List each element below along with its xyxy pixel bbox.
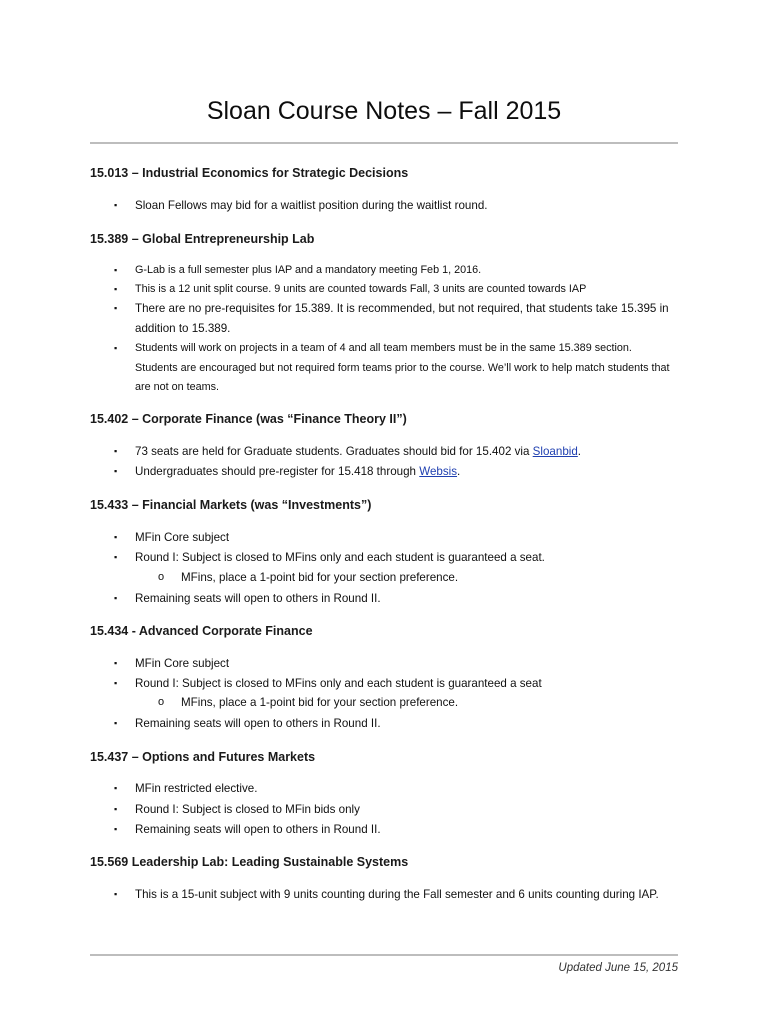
list-item: ▪ This is a 12 unit split course. 9 units are counted towards Fall, 3 units are counted towards IAP — [114, 280, 674, 300]
section-heading-15-389: 15.389 – Global Entrepreneurship Lab — [90, 232, 315, 246]
bullet-marker-icon: ▪ — [114, 804, 118, 814]
bullet-marker-icon: ▪ — [114, 889, 118, 899]
list-item: ▪ Undergraduates should pre-register for 15.418 through Websis. — [114, 462, 674, 482]
list-item: ▪ This is a 15-unit subject with 9 units counting during the Fall semester and 6 units counting during IAP. — [114, 885, 674, 905]
list-item: ▪ Round I: Subject is closed to MFins only and each student is guaranteed a seat. — [114, 548, 674, 568]
section-heading-15-433: 15.433 – Financial Markets (was “Investments”) — [90, 498, 372, 512]
bullet-marker-icon: ▪ — [114, 783, 118, 793]
bullet-marker-icon: ▪ — [114, 446, 118, 456]
title-divider — [90, 142, 678, 144]
bullet-marker-icon: ▪ — [114, 343, 118, 353]
list-item: ▪ Round I: Subject is closed to MFins only and each student is guaranteed a seat — [114, 674, 674, 694]
bullet-marker-icon: ▪ — [114, 200, 118, 210]
list-item: ▪ There are no pre-requisites for 15.389. It is recommended, but not required, that students take 15.395 in addition to 15.389. — [114, 299, 674, 338]
document-title: Sloan Course Notes – Fall 2015 — [206, 97, 562, 125]
bullet-marker-icon: ▪ — [114, 824, 118, 834]
section-heading-15-013: 15.013 – Industrial Economics for Strategic Decisions — [90, 166, 409, 180]
bullet-marker-icon: ▪ — [114, 466, 118, 476]
footer-divider — [90, 954, 678, 956]
list-item: ▪ G-Lab is a full semester plus IAP and a mandatory meeting Feb 1, 2016. — [114, 261, 674, 281]
list-item: ▪ Round I: Subject is closed to MFin bids only — [114, 800, 674, 820]
bullet-marker-icon: ▪ — [114, 658, 118, 668]
list-item: ▪ Students will work on projects in a team of 4 and all team members must be in the same 15.389 section. Students are encouraged but not required form teams prior to the course. We’ll work to help match students that are not on teams. — [114, 339, 674, 398]
list-item: ▪ MFin Core subject — [114, 528, 674, 548]
bullet-marker-icon: ▪ — [114, 718, 118, 728]
section-heading-15-437: 15.437 – Options and Futures Markets — [90, 750, 316, 764]
section-heading-15-569: 15.569 Leadership Lab: Leading Sustainable Systems — [90, 855, 409, 869]
section-heading-15-434: 15.434 - Advanced Corporate Finance — [90, 624, 313, 638]
section-heading-15-402: 15.402 – Corporate Finance (was “Finance Theory II”) — [90, 412, 407, 426]
bullet-marker-icon: ▪ — [114, 303, 118, 313]
list-item: ▪ MFin restricted elective. — [114, 779, 674, 799]
list-item: ▪ 73 seats are held for Graduate students. Graduates should bid for 15.402 via Sloanbid. — [114, 442, 674, 462]
bullet-marker-icon: ▪ — [114, 284, 118, 294]
list-item: ▪ Remaining seats will open to others in Round II. — [114, 714, 674, 734]
bullet-marker-icon: ▪ — [114, 265, 118, 275]
list-item: ▪ Sloan Fellows may bid for a waitlist position during the waitlist round. — [114, 196, 674, 216]
list-item: ▪ Remaining seats will open to others in Round II. — [114, 589, 674, 609]
list-item: ▪ MFin Core subject — [114, 654, 674, 674]
sloanbid-link[interactable]: Sloanbid — [532, 445, 578, 458]
bullet-marker-icon: ▪ — [114, 532, 118, 542]
bullet-marker-icon: ▪ — [114, 593, 118, 603]
websis-link[interactable]: Websis — [419, 465, 458, 478]
sub-list-item: o MFins, place a 1-point bid for your section preference. — [158, 568, 658, 588]
sub-bullet-marker-icon: o — [158, 696, 165, 708]
sub-list-item: o MFins, place a 1-point bid for your section preference. — [158, 693, 658, 713]
bullet-marker-icon: ▪ — [114, 552, 118, 562]
bullet-marker-icon: ▪ — [114, 678, 118, 688]
updated-date: Updated June 15, 2015 — [558, 962, 678, 974]
sub-bullet-marker-icon: o — [158, 571, 165, 583]
list-item: ▪ Remaining seats will open to others in Round II. — [114, 820, 674, 840]
